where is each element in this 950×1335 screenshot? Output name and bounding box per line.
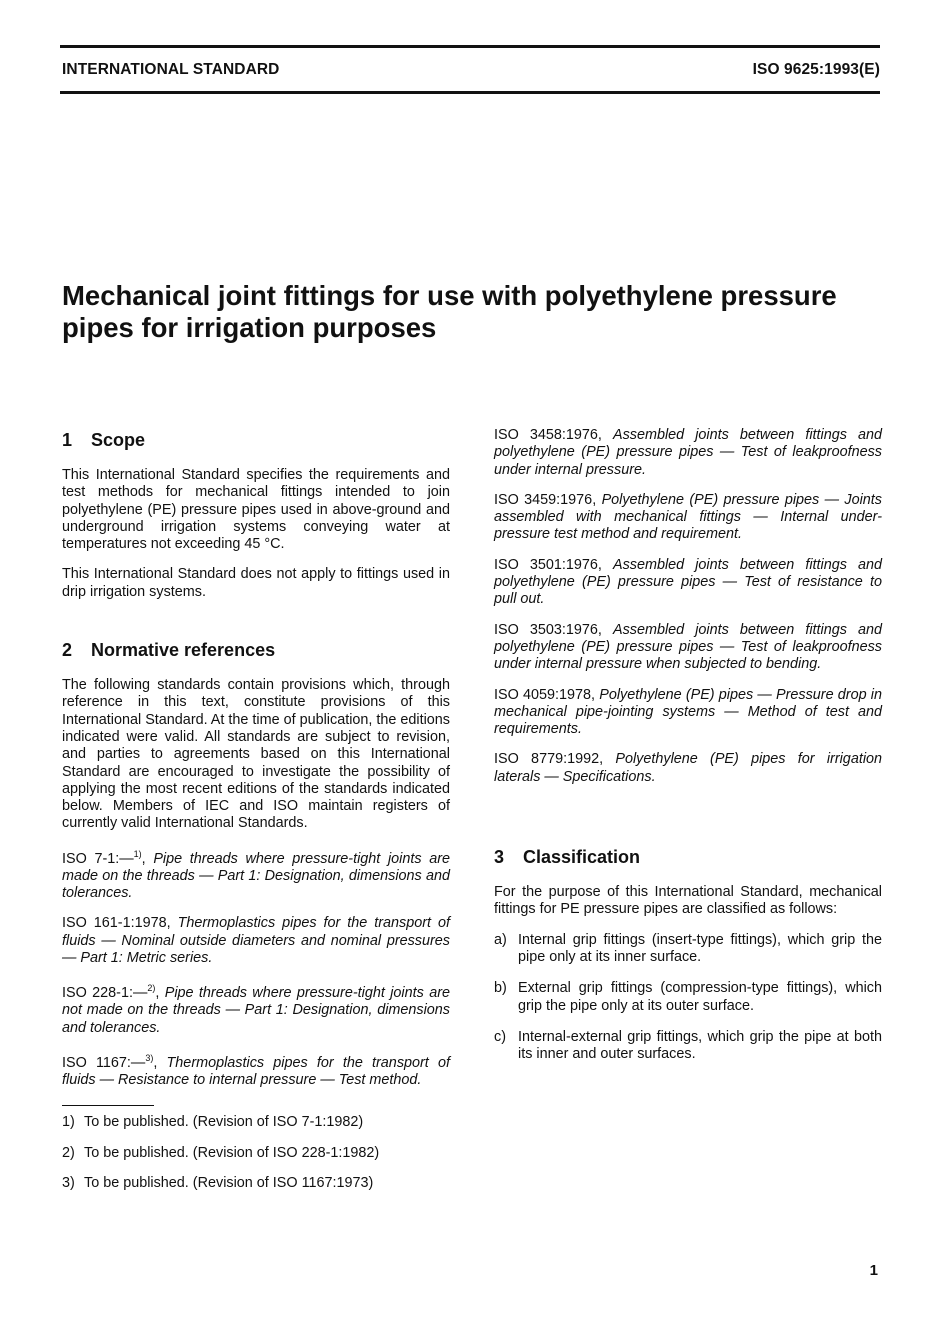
section-title: Scope xyxy=(91,430,146,450)
reference-item xyxy=(494,687,882,739)
list-marker: a) xyxy=(494,931,507,948)
footnote-marker: 1) xyxy=(133,848,142,859)
section-heading-scope xyxy=(62,429,450,451)
reference-title: Pipe threads where pressure-tight joints are not made on the threads — Part 1: Designation, dimensions and tolerances. xyxy=(62,985,450,1036)
reference-title: Polyethylene (PE) pipes — Pressure drop in mechanical pipe-jointing systems — Method of test and requirements. xyxy=(494,686,882,738)
normative-intro: The following standards contain provisions which, through reference in this text, constitute provisions of this International Standard. At the time of publication, the editions indicated were valid. All standards are subject to revision, and parties to agreements based on this International Standard are encouraged to investigate the possibility of applying the most recent editions of the standards indicated below. Members of IEC and ISO maintain registers of currently valid International Standards. xyxy=(62,677,450,832)
footnote xyxy=(62,1114,450,1131)
list-item-text: Internal-external grip fittings, which grip the pipe at both its inner and outer surfaces. xyxy=(518,1028,882,1063)
reference-item xyxy=(494,557,882,609)
section-heading-normative xyxy=(62,639,450,661)
page-number: 1 xyxy=(869,1262,878,1279)
section-title: Normative references xyxy=(91,640,276,661)
left-column xyxy=(62,425,450,1192)
footnote-number: 2) xyxy=(62,1144,75,1161)
reference-code: ISO 1167:— xyxy=(62,1054,146,1071)
scope-paragraph-2: This International Standard does not apply to fittings used in drip irrigation systems. xyxy=(62,566,450,600)
classification-list xyxy=(494,932,882,1064)
reference-item: ISO 228-1:—$^{2)}$, Pipe threads where pressure-tight joints are not made on the threads — Part 1: Designation, dimensions and tolerances. xyxy=(62,983,450,1036)
footnote-number: 3) xyxy=(62,1175,75,1191)
list-marker: c) xyxy=(494,1028,506,1045)
classification-intro: For the purpose of this International Standard, mechanical fittings for PE pressure pipes are classified as follows: xyxy=(494,884,882,918)
list-item-text: Internal grip fittings (insert-type fittings), which grip the pipe only at its inner surface. xyxy=(518,931,882,965)
reference-title: Pipe threads where pressure-tight joints are made on the threads — Part 1: Designation, dimensions and tolerances. xyxy=(62,850,450,902)
section-number: 1 xyxy=(62,430,73,450)
header-rule-bottom xyxy=(60,91,880,94)
reference-title: Polyethylene (PE) pressure pipes — Joints assembled with mechanical fittings — Internal under-pressure test method and requirement. xyxy=(494,491,882,543)
list-item-text: External grip fittings (compression-type fittings), which grip the pipe only at its outer surface. xyxy=(518,980,882,1014)
section-title: Classification xyxy=(523,847,641,868)
footnote-marker: 3) xyxy=(145,1053,154,1064)
list-marker: b) xyxy=(494,980,507,997)
reference-code: ISO 161-1:1978, xyxy=(62,915,171,932)
list-item xyxy=(494,980,882,1015)
footnote-text: To be published. (Revision of ISO 1167:1973) xyxy=(84,1175,374,1191)
footnote-separator xyxy=(62,1105,154,1106)
reference-item xyxy=(494,427,882,479)
header-rule-top xyxy=(60,45,880,48)
section-number: 2 xyxy=(62,640,73,661)
reference-code: ISO 228-1:— xyxy=(62,985,148,1002)
footnote-number: 1) xyxy=(62,1114,75,1131)
reference-item xyxy=(494,751,882,786)
reference-item xyxy=(494,492,882,544)
footnote-text: To be published. (Revision of ISO 7-1:1982) xyxy=(84,1114,364,1131)
footnote xyxy=(62,1145,450,1162)
reference-title: Assembled joints between fittings and polyethylene (PE) pressure pipes — Test of resistance to pull out. xyxy=(494,556,883,608)
header-doc-type: INTERNATIONAL STANDARD xyxy=(62,61,280,78)
reference-item xyxy=(62,915,450,967)
reference-code: ISO 3458:1976, xyxy=(494,427,602,443)
reference-code: ISO 8779:1992, xyxy=(494,751,604,768)
section-heading-classification xyxy=(494,846,882,868)
reference-code: ISO 3503:1976, xyxy=(494,621,602,638)
right-column xyxy=(494,425,882,1063)
document-title: Mechanical joint fittings for use with polyethylene pressure pipes for irrigation purposes xyxy=(62,280,837,343)
reference-title: Polyethylene (PE) pipes for irrigation laterals — Specifications. xyxy=(494,751,883,785)
list-item xyxy=(494,932,882,967)
reference-code: ISO 7-1:— xyxy=(62,850,134,867)
reference-item: ISO 7-1:—$^{1)}$, Pipe threads where pressure-tight joints are made on the threads — Part 1: Designation, dimensions and tolerances. xyxy=(62,848,450,902)
footnote-marker: 2) xyxy=(147,983,156,994)
reference-title: Assembled joints between fittings and polyethylene (PE) pressure pipes — Test of leakproofness under internal pressure when subjected to bending. xyxy=(494,621,883,673)
scope-paragraph-1: This International Standard specifies the requirements and test methods for mechanical fittings intended to join polyethylene (PE) pressure pipes used in above-ground and underground irrigation systems conveying water at temperatures not exceeding 45 °C. xyxy=(62,467,450,553)
footnote-text: To be published. (Revision of ISO 228-1:1982) xyxy=(84,1144,380,1161)
footnote xyxy=(62,1175,450,1192)
reference-title: Thermoplastics pipes for the transport of fluids — Nominal outside diameters and nominal pressures — Part 1: Metric series. xyxy=(62,915,451,967)
reference-item: ISO 1167:—$^{3)}$, Thermoplastics pipes for the transport of fluids — Resistance to internal pressure — Test method. xyxy=(62,1053,450,1089)
reference-title: Thermoplastics pipes for the transport of fluids — Resistance to internal pressure — Test method. xyxy=(62,1054,450,1089)
list-item xyxy=(494,1029,882,1064)
reference-code: ISO 3501:1976, xyxy=(494,556,602,573)
section-number: 3 xyxy=(494,847,505,868)
reference-item xyxy=(494,622,882,674)
reference-code: ISO 4059:1978, xyxy=(494,686,596,703)
reference-title: Assembled joints between fittings and polyethylene (PE) pressure pipes — Test of leakproofness under internal pressure. xyxy=(494,427,883,478)
header-doc-id: ISO 9625:1993(E) xyxy=(752,61,880,78)
reference-code: ISO 3459:1976, xyxy=(494,491,597,508)
